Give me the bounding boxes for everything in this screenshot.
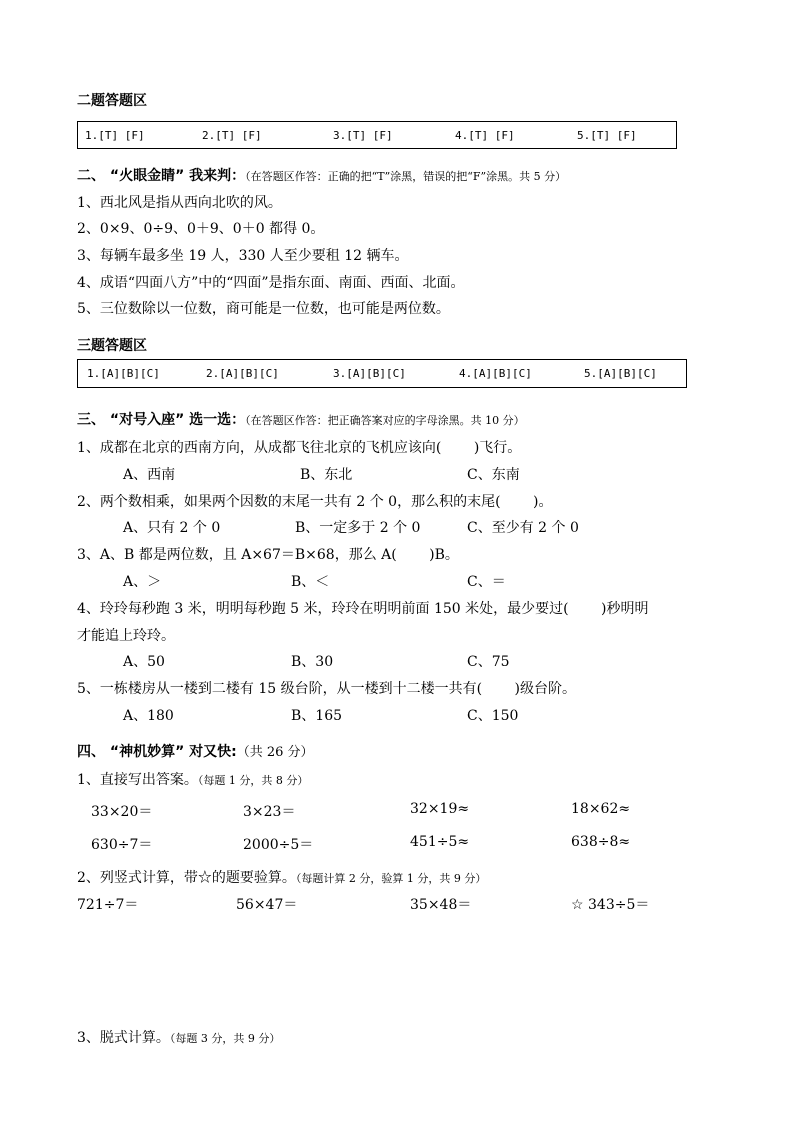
s2-question-3: 3、每辆车最多坐 19 人，330 人至少要租 12 辆车。 (77, 248, 409, 264)
s3-question-2: 2、两个数相乘，如果两个因数的末尾一共有 2 个 0，那么积的末尾( )。 (77, 494, 553, 510)
s4-part-1-label (77, 769, 308, 789)
s3-q1-option-b: B、东北 (300, 467, 353, 483)
section-3-note: （在答题区作答：把正确答案对应的字母涂黑。共 10 分） (245, 414, 525, 427)
answer-item-3-5[interactable]: 5.[A][B][C] (584, 367, 657, 380)
answer-area-title-3: 三题答题区 (77, 338, 147, 354)
s3-q3-option-c: C、＝ (467, 574, 506, 590)
s3-q5-option-c: C、150 (467, 708, 519, 724)
s4-p1-r2-c3: 451÷5≈ (410, 834, 470, 850)
s3-question-5: 5、一栋楼房从一楼到二楼有 15 级台阶，从一楼到十二楼一共有( )级台阶。 (77, 681, 576, 697)
s3-q4-option-a: A、50 (123, 654, 165, 670)
s2-question-4: 4、成语“四面八方”中的“四面”是指东面、南面、西面、北面。 (77, 275, 465, 291)
s4-p2-item-2: 56×47＝ (236, 897, 298, 913)
answer-item-2-2[interactable]: 2.[T] [F] (202, 129, 262, 142)
s4-p2-item-4: ☆ 343÷5＝ (571, 897, 650, 913)
s4-p1-r1-c2: 3×23＝ (243, 804, 296, 820)
answer-area-box-2 (77, 121, 677, 149)
s3-question-1: 1、成都在北京的西南方向，从成都飞往北京的飞机应该向( )飞行。 (77, 440, 522, 456)
section-2-heading: 二、 “火眼金睛” 我来判： (77, 168, 246, 184)
s3-q2-option-c: C、至少有 2 个 0 (467, 520, 579, 536)
s3-q2-option-a: A、只有 2 个 0 (123, 520, 221, 536)
section-4-heading: 四、 “神机妙算” 对又快: (77, 744, 237, 760)
s3-q1-option-c: C、东南 (467, 467, 520, 483)
answer-area-title-2: 二题答题区 (77, 93, 147, 109)
answer-item-3-4[interactable]: 4.[A][B][C] (459, 367, 532, 380)
answer-item-2-5[interactable]: 5.[T] [F] (577, 129, 637, 142)
s4-p2-item-1: 721÷7＝ (77, 897, 139, 913)
s3-q5-option-a: A、180 (123, 708, 174, 724)
answer-area-box-3 (77, 359, 687, 388)
s4-part-2-label (77, 867, 486, 887)
s3-q3-option-b: B、＜ (291, 574, 330, 590)
s4-p2-item-3: 35×48＝ (410, 897, 472, 913)
s4-part-2-note: （每题计算 2 分，验算 1 分，共 9 分） (295, 872, 487, 885)
s3-q2-option-b: B、一定多于 2 个 0 (295, 520, 421, 536)
s3-question-3: 3、A、B 都是两位数，且 A×67＝B×68，那么 A( )B。 (77, 547, 459, 563)
answer-item-3-3[interactable]: 3.[A][B][C] (333, 367, 406, 380)
s4-p1-r2-c4: 638÷8≈ (571, 834, 631, 850)
s4-part-3-note: （每题 3 分，共 9 分） (169, 1032, 281, 1045)
s2-question-1: 1、西北风是指从西向北吹的风。 (77, 195, 282, 211)
s3-q4-option-b: B、30 (291, 654, 334, 670)
s4-part-1-text: 1、直接写出答案。 (77, 772, 198, 788)
s2-question-2: 2、0×9、0÷9、0＋9、0＋0 都得 0。 (77, 221, 325, 237)
answer-item-2-4[interactable]: 4.[T] [F] (455, 129, 515, 142)
s3-q5-option-b: B、165 (291, 708, 343, 724)
s4-p1-r1-c3: 32×19≈ (410, 801, 470, 817)
s3-question-4: 4、玲玲每秒跑 3 米，明明每秒跑 5 米，玲玲在明明前面 150 米处，最少要过( )秒明明 (77, 601, 649, 617)
s4-p1-r1-c1: 33×20＝ (91, 804, 153, 820)
s4-p1-r1-c4: 18×62≈ (571, 801, 631, 817)
section-3-title (77, 409, 525, 429)
answer-item-3-2[interactable]: 2.[A][B][C] (206, 367, 279, 380)
s4-p1-r2-c2: 2000÷5＝ (243, 837, 314, 853)
section-4-note: （共 26 分） (236, 745, 314, 760)
s4-part-3-text: 3、脱式计算。 (77, 1030, 170, 1046)
s3-q4-option-c: C、75 (467, 654, 510, 670)
s3-question-4-cont: 才能追上玲玲。 (77, 628, 175, 644)
section-3-heading: 三、 “对号入座” 选一选： (77, 412, 246, 428)
s3-q3-option-a: A、＞ (123, 574, 162, 590)
s3-q1-option-a: A、西南 (123, 467, 176, 483)
answer-item-2-3[interactable]: 3.[T] [F] (333, 129, 393, 142)
section-2-title (77, 165, 566, 185)
s4-part-3-label (77, 1027, 280, 1047)
s4-p1-r2-c1: 630÷7＝ (91, 837, 153, 853)
answer-item-3-1[interactable]: 1.[A][B][C] (87, 367, 160, 380)
section-2-note: （在答题区作答：正确的把“T”涂黑，错误的把“F”涂黑。共 5 分） (245, 170, 567, 183)
s2-question-5: 5、三位数除以一位数，商可能是一位数，也可能是两位数。 (77, 301, 450, 317)
section-4-title (77, 741, 314, 761)
s4-part-1-note: （每题 1 分，共 8 分） (197, 774, 309, 787)
s4-part-2-text: 2、列竖式计算，带☆的题要验算。 (77, 870, 296, 886)
answer-item-2-1[interactable]: 1.[T] [F] (85, 129, 145, 142)
